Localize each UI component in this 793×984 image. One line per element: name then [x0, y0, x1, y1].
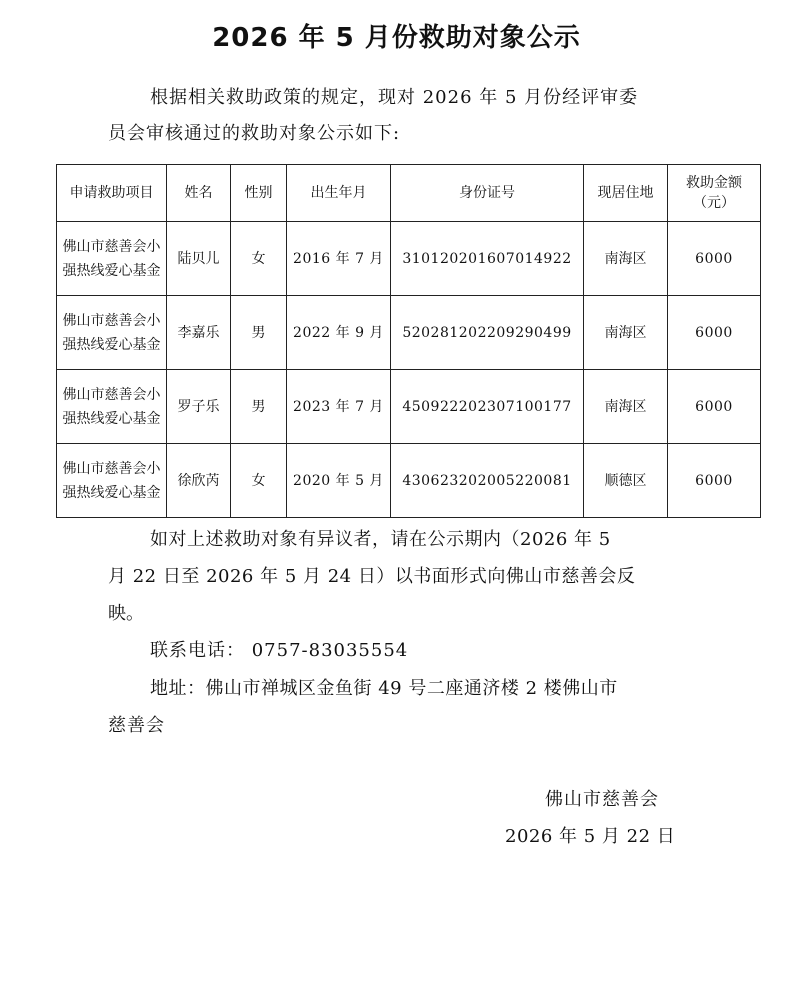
- intro-paragraph-line1: 根据相关救助政策的规定，现对 2026 年 5 月份经评审委: [150, 87, 639, 108]
- cell-amount: 6000: [668, 222, 761, 296]
- cell-id: 310120201607014922: [391, 222, 584, 296]
- cell-id: 520281202209290499: [391, 296, 584, 370]
- address-line2: 慈善会: [108, 715, 165, 736]
- signature-organization: 佛山市慈善会: [545, 789, 659, 810]
- header-amount-line2: （元）: [693, 195, 735, 211]
- header-amount: [668, 165, 761, 222]
- objection-paragraph-line1: 如对上述救助对象有异议者，请在公示期内（2026 年 5: [150, 529, 611, 550]
- table-header-row: [57, 165, 761, 222]
- address-line1: 地址：佛山市禅城区金鱼街 49 号二座通济楼 2 楼佛山市: [150, 678, 618, 699]
- cell-name: 陆贝儿: [167, 222, 231, 296]
- cell-residence: 南海区: [584, 222, 668, 296]
- recipient-table: [56, 164, 761, 518]
- cell-gender: 女: [231, 222, 287, 296]
- table-row: [57, 222, 761, 296]
- signature-date: 2026 年 5 月 22 日: [505, 826, 676, 847]
- header-gender: 性别: [231, 165, 287, 222]
- header-residence: 现居住地: [584, 165, 668, 222]
- cell-gender: 男: [231, 296, 287, 370]
- cell-gender: 女: [231, 444, 287, 518]
- cell-name: 徐欣芮: [167, 444, 231, 518]
- cell-amount: 6000: [668, 296, 761, 370]
- cell-birth: 2023 年 7 月: [287, 370, 391, 444]
- cell-residence: 顺德区: [584, 444, 668, 518]
- cell-residence: 南海区: [584, 370, 668, 444]
- contact-phone: 联系电话： 0757-83035554: [150, 640, 409, 661]
- header-amount-line1: 救助金额: [686, 175, 742, 191]
- cell-name: 罗子乐: [167, 370, 231, 444]
- cell-amount: 6000: [668, 370, 761, 444]
- cell-project: 佛山市慈善会小强热线爱心基金: [57, 222, 167, 296]
- cell-project: 佛山市慈善会小强热线爱心基金: [57, 444, 167, 518]
- header-id: 身份证号: [391, 165, 584, 222]
- objection-paragraph-line3: 映。: [108, 603, 144, 624]
- page-title: 2026 年 5 月份救助对象公示: [212, 23, 581, 53]
- cell-id: 450922202307100177: [391, 370, 584, 444]
- header-name: 姓名: [167, 165, 231, 222]
- cell-name: 李嘉乐: [167, 296, 231, 370]
- objection-paragraph-line2: 月 22 日至 2026 年 5 月 24 日）以书面形式向佛山市慈善会反: [108, 566, 636, 587]
- cell-gender: 男: [231, 370, 287, 444]
- cell-project: 佛山市慈善会小强热线爱心基金: [57, 296, 167, 370]
- table-row: [57, 370, 761, 444]
- table-row: [57, 296, 761, 370]
- table-row: [57, 444, 761, 518]
- cell-amount: 6000: [668, 444, 761, 518]
- cell-residence: 南海区: [584, 296, 668, 370]
- cell-birth: 2022 年 9 月: [287, 296, 391, 370]
- cell-birth: 2020 年 5 月: [287, 444, 391, 518]
- cell-id: 430623202005220081: [391, 444, 584, 518]
- cell-project: 佛山市慈善会小强热线爱心基金: [57, 370, 167, 444]
- header-project: 申请救助项目: [57, 165, 167, 222]
- intro-paragraph-line2: 员会审核通过的救助对象公示如下:: [108, 123, 401, 144]
- header-birth: 出生年月: [287, 165, 391, 222]
- cell-birth: 2016 年 7 月: [287, 222, 391, 296]
